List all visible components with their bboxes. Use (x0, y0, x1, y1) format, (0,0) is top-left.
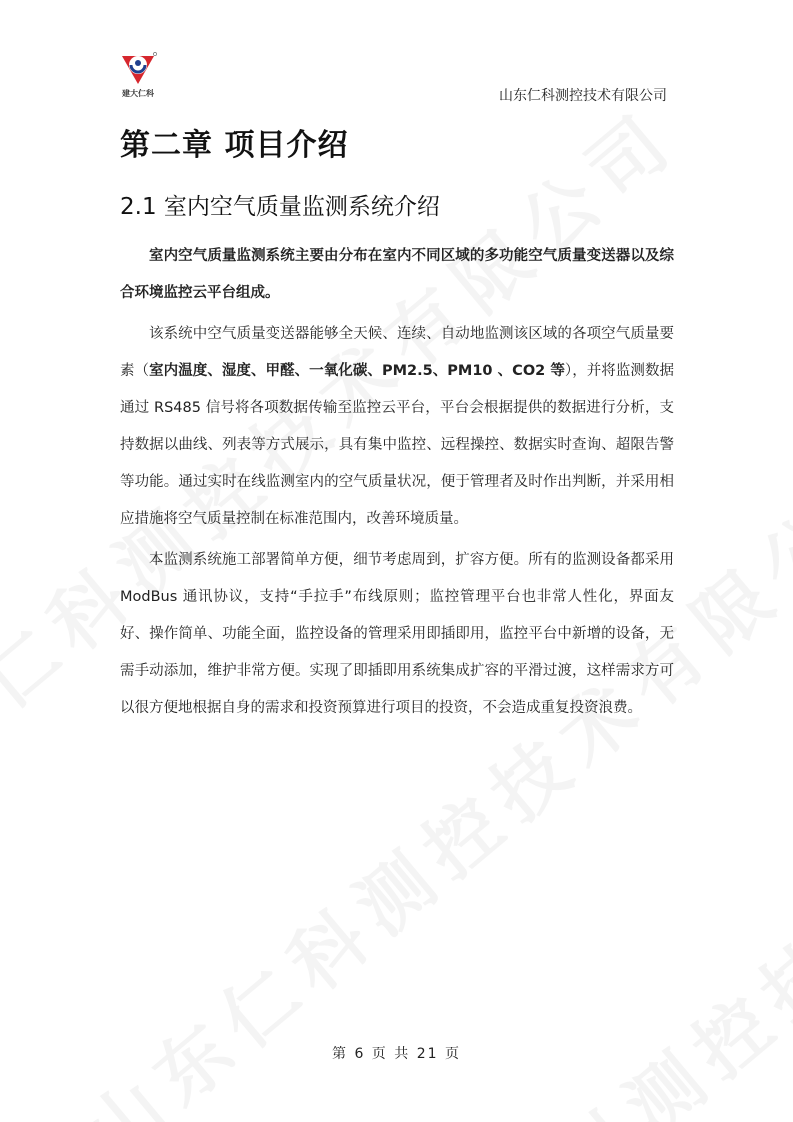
intro-paragraph: 室内空气质量监测系统主要由分布在室内不同区域的多功能空气质量变送器以及综合环境监控云平台组成。 (120, 248, 674, 301)
monitored-parameters: 室内温度、湿度、甲醛、一氧化碳、PM2.5、PM10 、CO2 等 (149, 363, 565, 379)
body-text (120, 238, 674, 731)
logo-text: 建大仁科 (122, 89, 154, 98)
paragraph-text: 该系统中空气质量变送器能够全天候、连续、自动地监测该区域的各项空气质量要素（ (120, 326, 674, 379)
logo-mark-icon (116, 50, 160, 88)
section-title: 2.1 室内空气质量监测系统介绍 (120, 194, 440, 220)
paragraph-deployment: 本监测系统施工部署简单方便，细节考虑周到，扩容方便。所有的监测设备都采用 ModBus 通讯协议，支持“手拉手”布线原则；监控管理平台也非常人性化，界面友好、操作简单、功能全面，监控设备的管理采用即插即用，监控平台中新增的设备，无需手动添加，维护非常方便。实现了即插即用系统集成扩容的平滑过渡，这样需求方可以很方便地根据自身的需求和投资预算进行项目的投资，不会造成重复投资浪费。 (120, 552, 674, 716)
company-name: 山东仁科测控技术有限公司 (499, 88, 667, 104)
paragraph-system-description (120, 316, 674, 538)
page-number: 第 6 页 共 21 页 (332, 1046, 461, 1062)
chapter-title: 第二章 项目介绍 (120, 128, 349, 163)
paragraph-text: ），并将监测数据通过 RS485 信号将各项数据传输至监控云平台，平台会根据提供的数据进行分析，支持数据以曲线、列表等方式展示，具有集中监控、远程操控、数据实时查询、超限告警等功能。通过实时在线监测室内的空气质量状况，便于管理者及时作出判断，并采用相应措施将空气质量控制在标准范围内，改善环境质量。 (120, 363, 675, 527)
company-logo (116, 50, 160, 100)
